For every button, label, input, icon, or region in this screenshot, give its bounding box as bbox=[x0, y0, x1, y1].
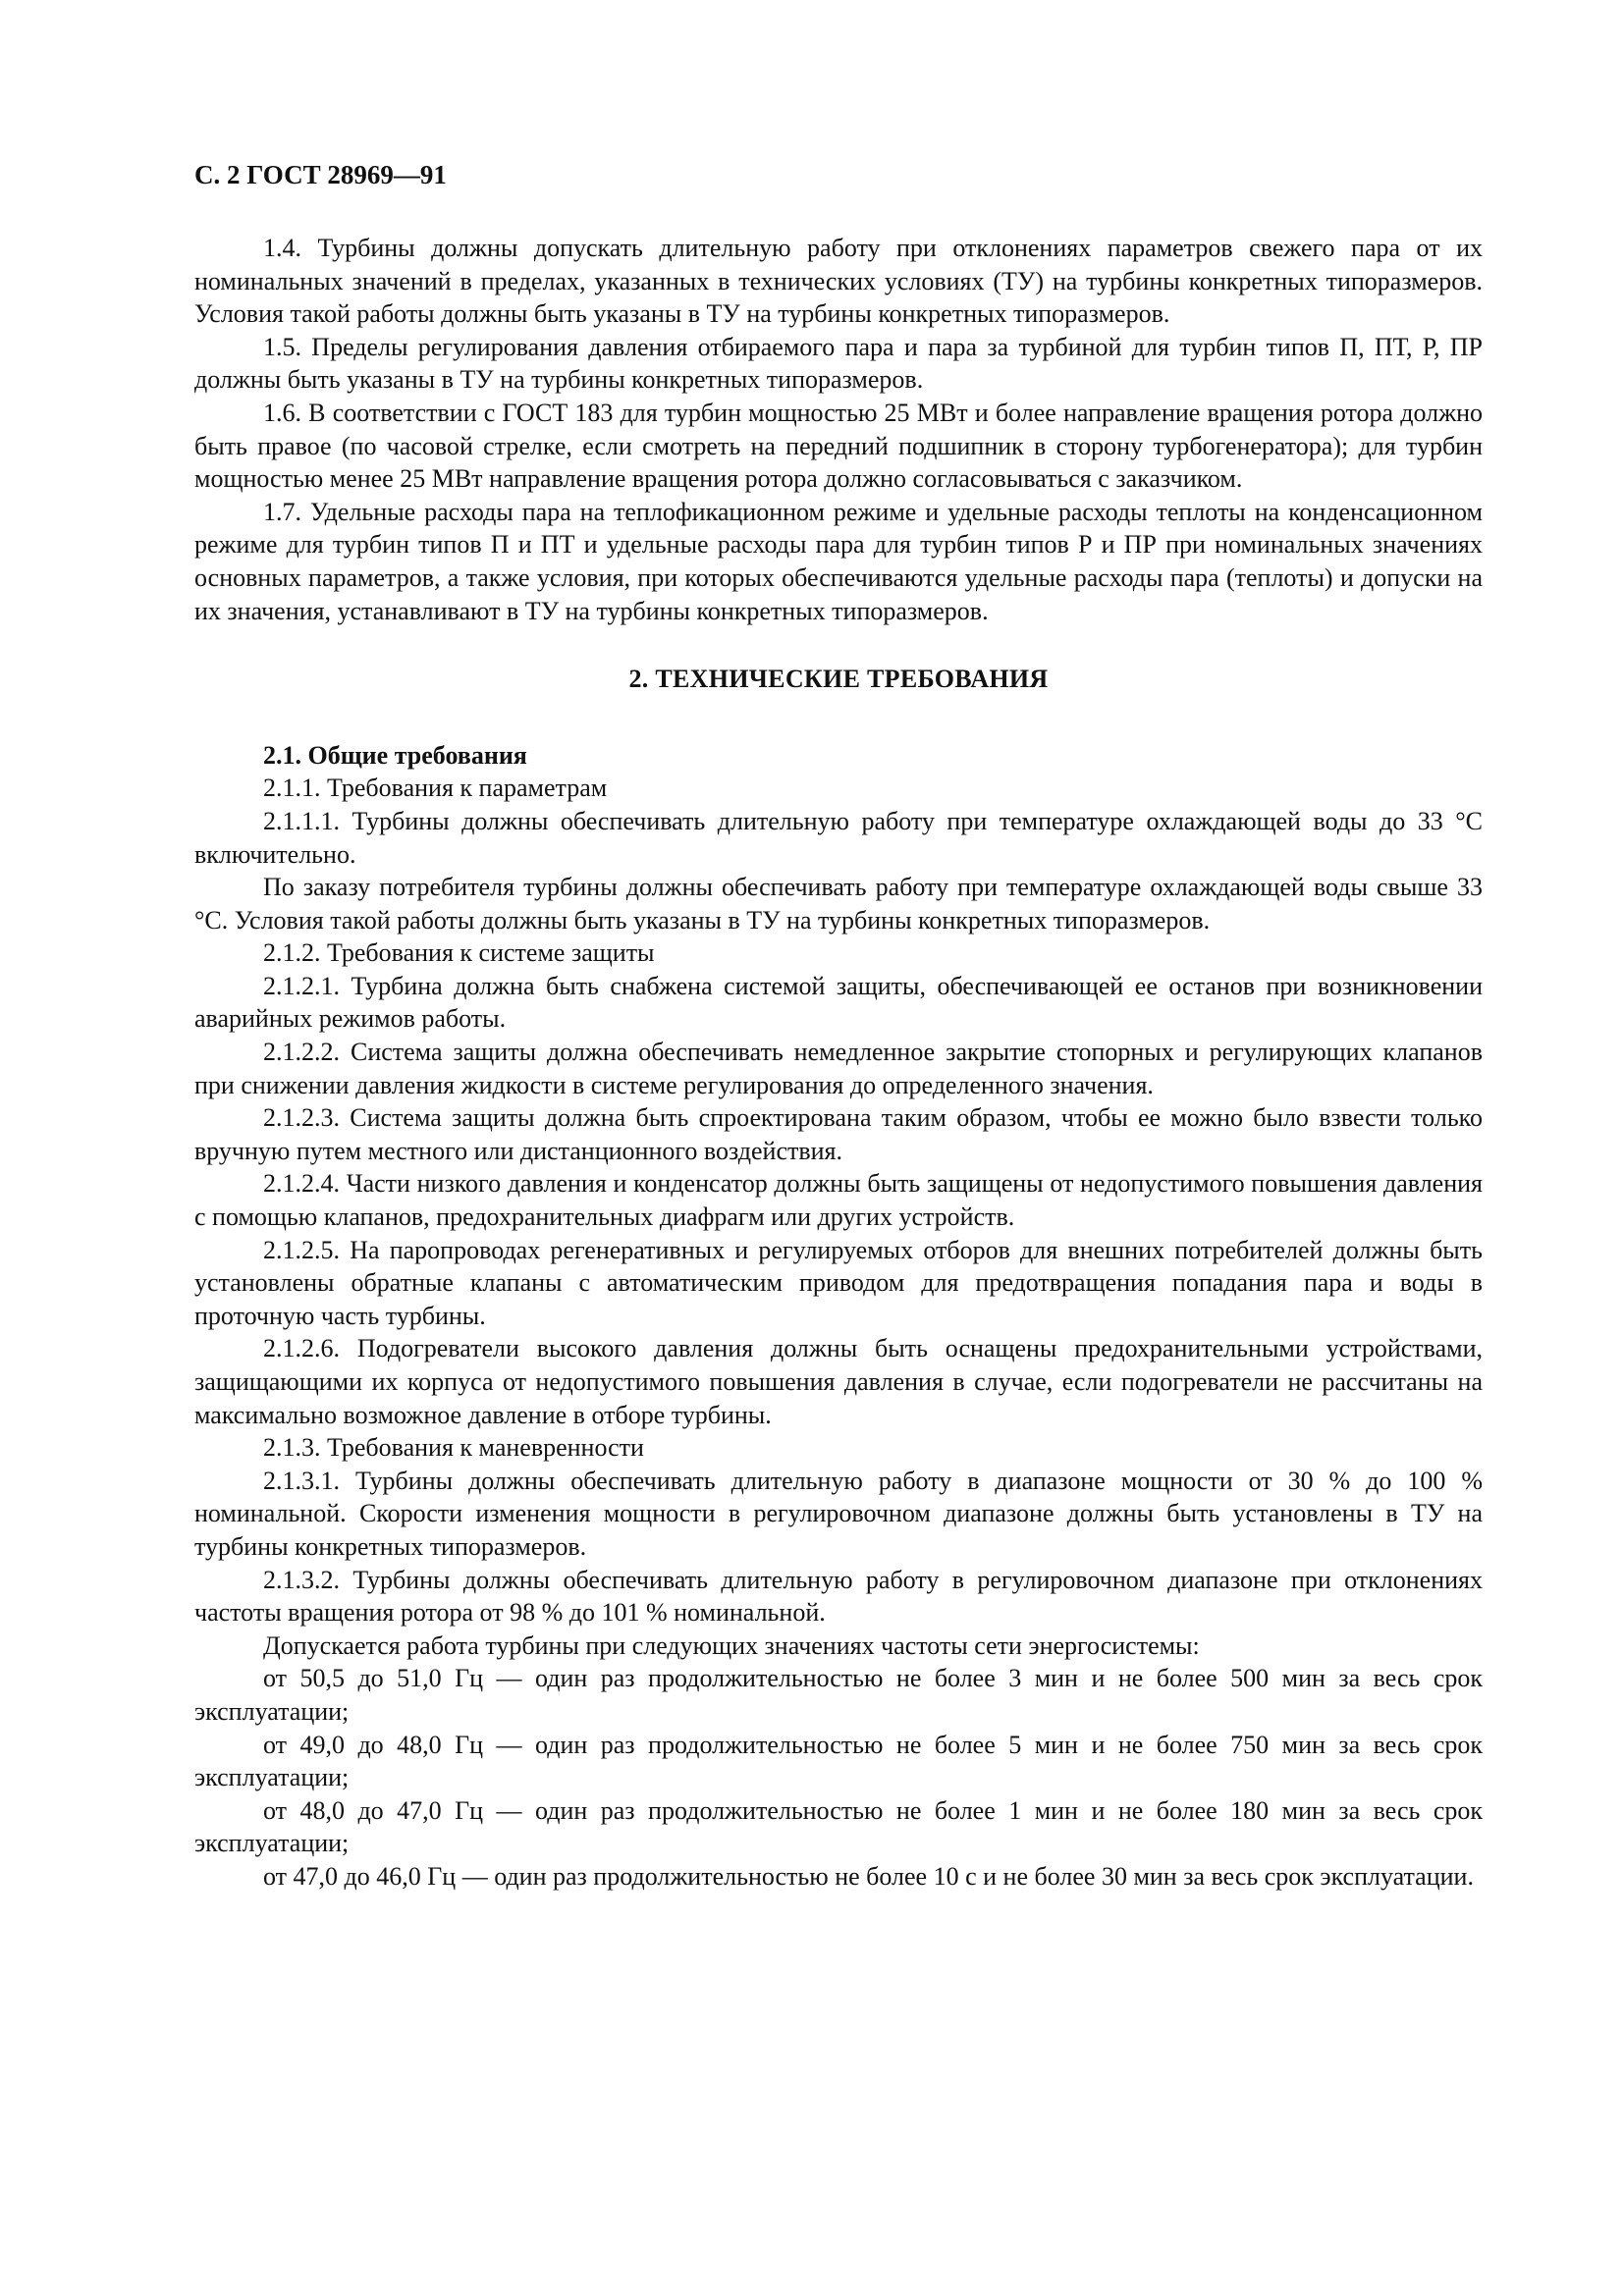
paragraph: от 47,0 до 46,0 Гц — один раз продолжительностью не более 10 с и не более 30 мин за весь срок эксплуатации. bbox=[263, 1861, 1474, 1891]
paragraph: 2.1.2. Требования к системе защиты bbox=[263, 938, 655, 968]
page-header: С. 2 ГОСТ 28969—91 bbox=[194, 160, 447, 189]
paragraph: 2.1.2.6. Подогреватели высокого давления должны быть оснащены предохранительными устройствами, защищающими их корпуса от недопустимого повышения давления в случае, если подогреватели не рассчитаны на максимально возможное давление в отборе турбины. bbox=[194, 1334, 1483, 1429]
paragraph: 2.1.1. Требования к параметрам bbox=[263, 774, 608, 803]
paragraph: 2.1.3. Требования к маневренности bbox=[263, 1433, 644, 1463]
paragraph: 2.1.3.2. Турбины должны обеспечивать длительную работу в регулировочном диапазоне при отклонениях частоты вращения ротора от 98 % до 101 % номинальной. bbox=[194, 1565, 1483, 1628]
document-page bbox=[194, 157, 1483, 1894]
paragraph: Допускается работа турбины при следующих значениях частоты сети энергосистемы: bbox=[263, 1630, 1200, 1660]
paragraph: 2.1.2.1. Турбина должна быть снабжена системой защиты, обеспечивающей ее останов при возникновении аварийных режимов работы. bbox=[194, 971, 1483, 1034]
paragraph-1-4: 1.4. Турбины должны допускать длительную работу при отклонениях параметров свежего пара от их номинальных значений в пределах, указанных в технических условиях (ТУ) на турбины конкретных типоразмеров. Условия такой работы должны быть указаны в ТУ на турбины конкретных типоразмеров. bbox=[194, 234, 1483, 329]
section-1-paragraphs bbox=[194, 232, 1483, 627]
paragraph: от 50,5 до 51,0 Гц — один раз продолжительностью не более 3 мин и не более 500 мин за весь срок эксплуатации; bbox=[194, 1664, 1483, 1726]
paragraph: от 48,0 до 47,0 Гц — один раз продолжительностью не более 1 мин и не более 180 мин за весь срок эксплуатации; bbox=[194, 1795, 1483, 1858]
section-2-paragraphs bbox=[194, 772, 1483, 1893]
paragraph: По заказу потребителя турбины должны обеспечивать работу при температуре охлаждающей воды свыше 33 °С. Условия такой работы должны быть указаны в ТУ на турбины конкретных типоразмеров. bbox=[194, 873, 1483, 934]
paragraph: от 49,0 до 48,0 Гц — один раз продолжительностью не более 5 мин и не более 750 мин за весь срок эксплуатации; bbox=[194, 1730, 1483, 1792]
subheading-general-requirements: 2.1. Общие требования bbox=[263, 740, 527, 770]
paragraph: 2.1.2.2. Система защиты должна обеспечивать немедленное закрытие стопорных и регулирующих клапанов при снижении давления жидкости в системе регулирования до определенного значения. bbox=[194, 1038, 1483, 1099]
paragraph-1-7: 1.7. Удельные расходы пара на теплофикационном режиме и удельные расходы теплоты на конденсационном режиме для турбин типов П и ПТ и удельные расходы пара для турбин типов Р и ПР при номинальных значениях основных параметров, а также условия, при которых обеспечиваются удельные расходы пара (теплоты) и допуски на их значения, устанавливают в ТУ на турбины конкретных типоразмеров. bbox=[194, 497, 1483, 625]
paragraph-1-5: 1.5. Пределы регулирования давления отбираемого пара и пара за турбиной для турбин типов П, ПТ, Р, ПР должны быть указаны в ТУ на турбины конкретных типоразмеров. bbox=[194, 332, 1483, 395]
paragraph: 2.1.1.1. Турбины должны обеспечивать длительную работу при температуре охлаждающей воды до 33 °С включительно. bbox=[194, 806, 1483, 869]
paragraph: 2.1.2.3. Система защиты должна быть спроектирована таким образом, чтобы ее можно было взвести только вручную путем местного или дистанционного воздействия. bbox=[194, 1103, 1483, 1165]
paragraph: 2.1.3.1. Турбины должны обеспечивать длительную работу в диапазоне мощности от 30 % до 100 % номинальной. Скорости изменения мощности в регулировочном диапазоне должны быть установлены в ТУ на турбины конкретных типоразмеров. bbox=[194, 1466, 1483, 1561]
section-title: 2. ТЕХНИЧЕСКИЕ ТРЕБОВАНИЯ bbox=[628, 665, 1049, 694]
paragraph: 2.1.2.5. На паропроводах регенеративных и регулируемых отборов для внешних потребителей должны быть установлены обратные клапаны с автоматическим приводом для предотвращения попадания пара и воды в проточную часть турбины. bbox=[194, 1235, 1483, 1330]
paragraph-1-6: 1.6. В соответствии с ГОСТ 183 для турбин мощностью 25 МВт и более направление вращения ротора должно быть правое (по часовой стрелке, если смотреть на передний подшипник в сторону турбогенератора); для турбин мощностью менее 25 МВт направление вращения ротора должно согласовываться с заказчиком. bbox=[194, 398, 1483, 494]
paragraph: 2.1.2.4. Части низкого давления и конденсатор должны быть защищены от недопустимого повышения давления с помощью клапанов, предохранительных диафрагм или других устройств. bbox=[194, 1169, 1483, 1232]
